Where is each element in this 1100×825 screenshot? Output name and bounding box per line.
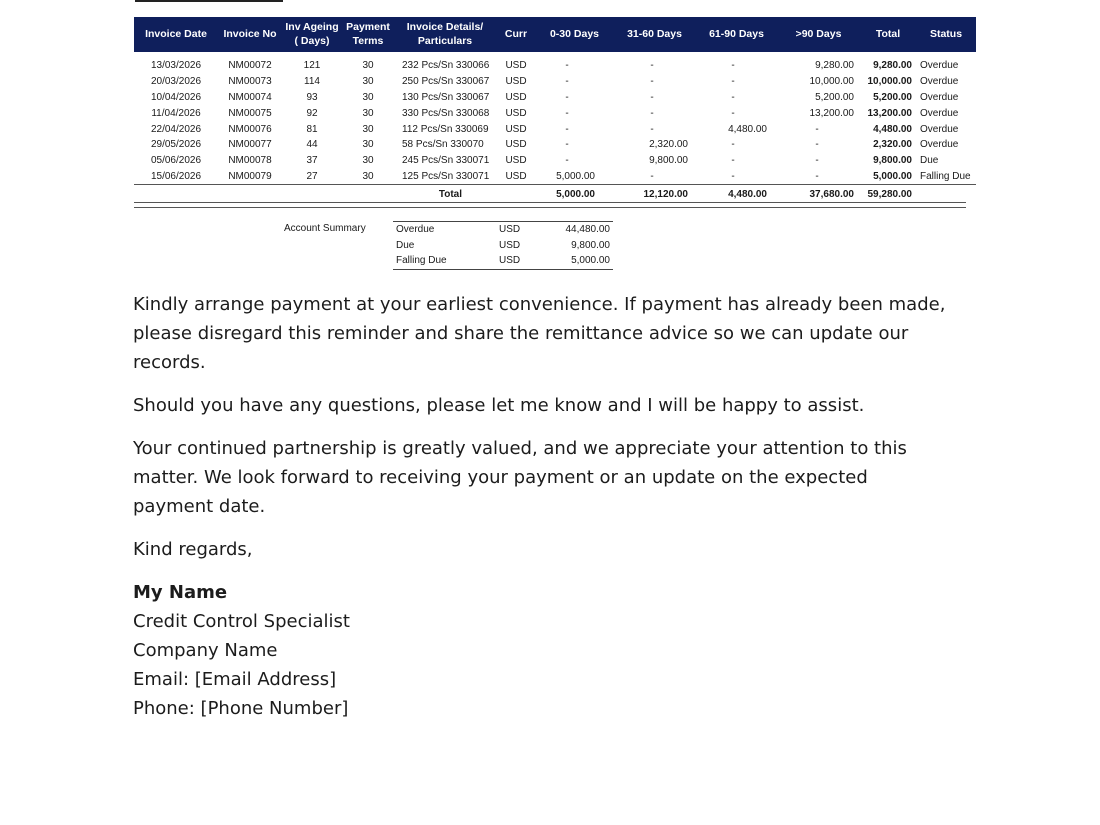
status: Overdue (920, 91, 959, 103)
currency: USD (505, 60, 527, 72)
table-header-row (134, 17, 976, 51)
grand-total: 59,280.00 (867, 189, 912, 201)
currency: USD (505, 76, 527, 88)
status: Falling Due (916, 169, 976, 185)
col-header-61-90: 61-90 Days (696, 17, 777, 51)
letter-body (133, 290, 953, 723)
amount-over-90: 9,280.00 (815, 60, 854, 72)
table-row (134, 74, 976, 90)
table-row (134, 137, 976, 153)
invoice-details: 58 Pcs/Sn 330070 (402, 139, 484, 151)
summary-category: Overdue (393, 222, 496, 238)
invoice-details: 232 Pcs/Sn 330066 (402, 60, 490, 72)
amount-31-60: - (650, 107, 654, 119)
amount-0-30: - (565, 76, 569, 88)
col-header-details: Invoice Details/ Particulars (394, 17, 496, 51)
payment-terms: 30 (362, 91, 374, 103)
summary-amount: 9,800.00 (571, 239, 610, 251)
amount-0-30: 5,000.00 (536, 169, 613, 185)
amount-61-90: - (731, 91, 735, 103)
invoice-no: NM00079 (218, 169, 282, 185)
amount-61-90: - (731, 76, 735, 88)
amount-0-30: - (565, 123, 569, 135)
invoice-details: 330 Pcs/Sn 330068 (402, 107, 490, 119)
invoice-details: 125 Pcs/Sn 330071 (394, 169, 496, 185)
summary-row (393, 253, 613, 269)
invoice-no: NM00078 (228, 155, 272, 167)
amount-over-90: - (777, 169, 860, 185)
payment-terms: 30 (362, 155, 374, 167)
amount-over-90: - (815, 123, 819, 135)
table-row (134, 105, 976, 121)
amount-61-90: - (731, 155, 735, 167)
table-row (134, 58, 976, 74)
invoice-ageing-table (134, 17, 976, 205)
totals-label: Total (438, 189, 462, 201)
table-row (134, 169, 976, 185)
invoice-no: NM00072 (228, 60, 272, 72)
ageing-days: 27 (282, 169, 342, 185)
summary-currency: USD (496, 222, 552, 238)
double-rule (134, 202, 966, 208)
paragraph-questions: Should you have any questions, please let me know and I will be happy to assist. (133, 395, 865, 416)
amount-31-60: - (650, 76, 654, 88)
invoice-date: 15/06/2026 (134, 169, 218, 185)
col-header-0-30: 0-30 Days (536, 17, 613, 51)
amount-31-60: - (650, 91, 654, 103)
invoice-date: 22/04/2026 (150, 123, 202, 135)
summary-category: Due (396, 239, 415, 251)
currency: USD (505, 107, 527, 119)
paragraph-partnership: Your continued partnership is greatly valued, and we appreciate your attention to this matter. We look forward to receiving your payment or an update on the expected payment date. (133, 438, 907, 517)
invoice-details: 130 Pcs/Sn 330067 (402, 91, 490, 103)
invoice-date: 13/03/2026 (150, 60, 202, 72)
table-row (134, 90, 976, 106)
payment-terms: 30 (362, 123, 374, 135)
currency: USD (505, 91, 527, 103)
ageing-days: 92 (306, 107, 318, 119)
signature-block (133, 578, 953, 723)
summary-currency: USD (496, 253, 552, 269)
status: Overdue (920, 60, 959, 72)
amount-61-90: 4,480.00 (728, 123, 767, 135)
amount-31-60: 2,320.00 (649, 139, 688, 151)
amount-over-90: 10,000.00 (809, 76, 854, 88)
ageing-days: 37 (306, 155, 318, 167)
status: Overdue (920, 107, 959, 119)
amount-61-90: - (731, 60, 735, 72)
ageing-days: 121 (303, 60, 321, 72)
signer-phone: Phone: [Phone Number] (133, 698, 349, 719)
paragraph-payment-request: Kindly arrange payment at your earliest convenience. If payment has already been made, please disregard this reminder and share the remittance advice so we can update our records. (133, 294, 946, 373)
status: Overdue (920, 139, 959, 151)
summary-amount: 44,480.00 (552, 222, 613, 238)
account-summary-table (393, 221, 613, 270)
amount-61-90: - (731, 107, 735, 119)
status: Overdue (920, 123, 959, 135)
invoice-no: NM00076 (228, 123, 272, 135)
signer-name: My Name (133, 582, 228, 603)
row-total: 4,480.00 (873, 123, 912, 135)
signer-company: Company Name (133, 640, 278, 661)
payment-terms: 30 (362, 76, 374, 88)
signer-title: Credit Control Specialist (133, 611, 350, 632)
invoice-date: 10/04/2026 (150, 91, 202, 103)
row-total: 5,000.00 (860, 169, 916, 185)
invoice-details: 245 Pcs/Sn 330071 (402, 155, 490, 167)
invoice-date: 11/04/2026 (151, 107, 201, 119)
summary-category: Falling Due (393, 253, 496, 269)
account-summary-label: Account Summary (284, 223, 366, 234)
invoice-no: NM00073 (228, 76, 272, 88)
row-total: 13,200.00 (867, 107, 912, 119)
amount-0-30: - (565, 107, 569, 119)
payment-terms: 30 (362, 60, 374, 72)
amount-31-60: - (650, 123, 654, 135)
status: Overdue (920, 76, 959, 88)
signer-email: Email: [Email Address] (133, 669, 337, 690)
summary-row (393, 222, 613, 238)
amount-61-90: - (731, 139, 735, 151)
col-header-payment-terms: Payment Terms (342, 17, 394, 51)
summary-row (393, 238, 613, 254)
total-31-60: 12,120.00 (643, 189, 688, 201)
invoice-details: 112 Pcs/Sn 330069 (402, 123, 489, 135)
row-total: 10,000.00 (867, 76, 912, 88)
col-header-invoice-date: Invoice Date (134, 17, 218, 51)
amount-0-30: - (565, 60, 569, 72)
amount-0-30: - (565, 91, 569, 103)
amount-over-90: 5,200.00 (815, 91, 854, 103)
ageing-days: 81 (306, 123, 318, 135)
invoice-date: 29/05/2026 (150, 139, 202, 151)
amount-over-90: 13,200.00 (809, 107, 854, 119)
amount-0-30: - (565, 155, 569, 167)
col-header-status: Status (916, 17, 976, 51)
ageing-days: 114 (304, 76, 320, 88)
payment-terms: 30 (342, 169, 394, 185)
invoice-no: NM00077 (228, 139, 272, 151)
ageing-days: 93 (306, 91, 318, 103)
amount-over-90: - (815, 139, 819, 151)
payment-terms: 30 (362, 107, 374, 119)
top-rule (135, 0, 283, 2)
col-header-total: Total (860, 17, 916, 51)
amount-31-60: 9,800.00 (649, 155, 688, 167)
invoice-date: 05/06/2026 (150, 155, 202, 167)
currency: USD (505, 139, 527, 151)
ageing-days: 44 (306, 139, 318, 151)
invoice-no: NM00075 (228, 107, 272, 119)
amount-0-30: - (565, 139, 569, 151)
amount-over-90: - (815, 155, 819, 167)
amount-61-90: - (696, 169, 777, 185)
amount-31-60: - (650, 60, 654, 72)
row-total: 9,800.00 (873, 155, 912, 167)
col-header-31-60: 31-60 Days (613, 17, 696, 51)
col-header-invoice-no: Invoice No (218, 17, 282, 51)
col-header-over-90: >90 Days (777, 17, 860, 51)
invoice-details: 250 Pcs/Sn 330067 (402, 76, 490, 88)
total-over-90: 37,680.00 (809, 189, 854, 201)
currency: USD (505, 155, 527, 167)
payment-terms: 30 (362, 139, 374, 151)
col-header-ageing: Inv Ageing ( Days) (282, 17, 342, 51)
col-header-currency: Curr (496, 17, 536, 51)
closing: Kind regards, (133, 539, 253, 560)
row-total: 5,200.00 (873, 91, 912, 103)
currency: USD (505, 123, 527, 135)
invoice-date: 20/03/2026 (150, 76, 202, 88)
status: Due (920, 155, 939, 167)
table-row (134, 121, 976, 137)
amount-31-60: - (613, 169, 696, 185)
summary-amount: 5,000.00 (552, 253, 613, 269)
row-total: 2,320.00 (873, 139, 912, 151)
total-0-30: 5,000.00 (556, 189, 595, 201)
total-61-90: 4,480.00 (728, 189, 767, 201)
summary-currency: USD (499, 239, 521, 251)
invoice-no: NM00074 (228, 91, 272, 103)
table-row (134, 153, 976, 169)
row-total: 9,280.00 (873, 60, 912, 72)
currency: USD (496, 169, 536, 185)
